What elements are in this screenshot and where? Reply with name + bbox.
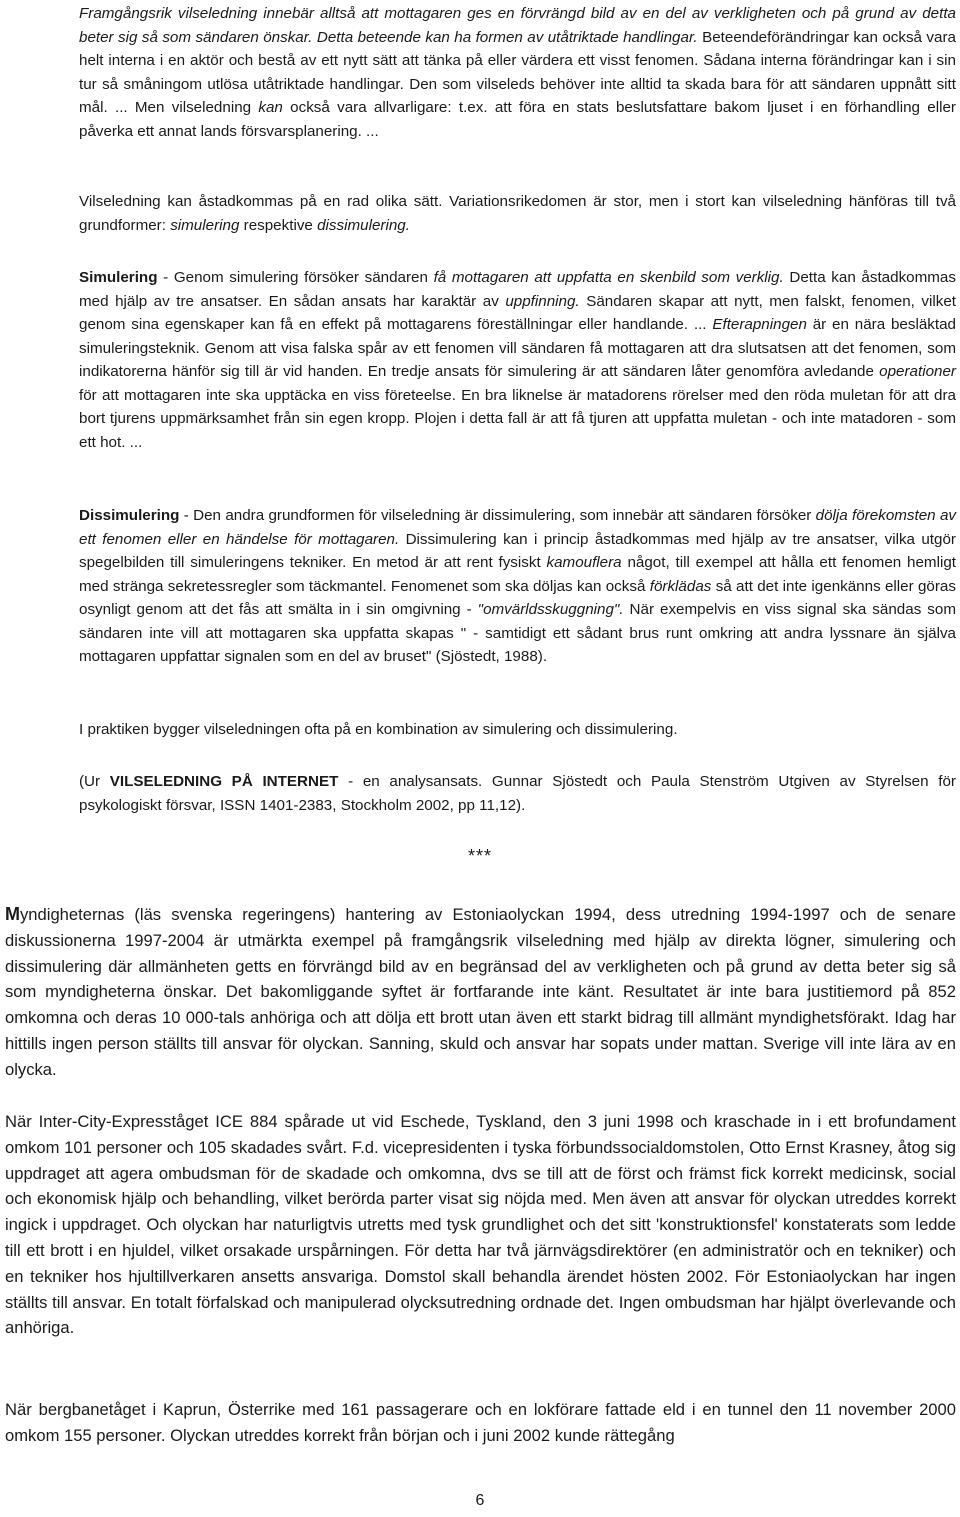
text-run: Sådana interna förändringar kan i sin tur så småningom utlösa utåtriktade handlingar. Den som vilseleds behöver inte alltid ta skada bara för att sändaren uppnått sitt mål. ... Men vilseledning xyxy=(79,52,956,116)
simulering-section xyxy=(79,266,956,454)
source-citation xyxy=(79,770,956,817)
quote-paragraph-2 xyxy=(79,190,956,237)
text-run: - Den andra grundformen för vilseledning är dissimulering, som innebär att sändaren försöker xyxy=(183,507,812,524)
text-run: - Genom simulering försöker sändaren xyxy=(163,269,428,286)
emphasis-text: operationer xyxy=(879,363,956,380)
text-run: Beteendeförändringar kan också vara helt interna i en aktör och bestå av ett nytt sätt att tänka på eller värdera ett visst fenomen. xyxy=(79,28,956,69)
text-run: Variationsrikedomen är stor, men i stort kan vilseledning hänföras till två grundformer: xyxy=(79,193,956,234)
term-dissimulering: dissimulering. xyxy=(317,216,410,234)
dissimulering-heading: Dissimulering xyxy=(79,507,180,524)
text-run: så att det inte igenkänns eller göras osynligt genom att det fås att smälta in i sin omgivning - xyxy=(79,577,956,618)
text-run: något, till exempel att hålla ett fenomen hemligt med stränga sekretessregler som täckmantel. Fenomenet som ska döljas kan också xyxy=(79,554,956,595)
emphasis-text: dölja förekomsten av ett fenomen eller en händelse för mottagaren. xyxy=(79,507,956,548)
simulering-heading: Simulering xyxy=(79,269,158,286)
source-title: VILSELEDNING PÅ INTERNET xyxy=(109,773,339,790)
emphasis-text: förklädas xyxy=(649,577,712,595)
text-run: respektive xyxy=(243,216,313,234)
body-paragraph-1 xyxy=(5,902,956,1083)
text-run: är en nära besläktad simuleringsteknik. Genom att visa falska spår av ett fenomen vill sändaren få mottagaren att dra slutsatsen att det fenomen, som indikatorerna hänför sig till är vid handen. En tredje ansats för simulering är att sändaren låter genomföra avledande xyxy=(79,316,956,380)
text-run: Vilseledning kan åstadkommas på en rad olika sätt. xyxy=(79,193,443,210)
text-run: Dissimulering kan i princip åstadkommas med hjälp av tre ansatser, vilka utgör spegelbilden till simuleringens tekniker. En metod är att rent fysiskt xyxy=(79,530,956,571)
text-run: När bergbanetåget i Kaprun, Österrike med 161 passagerare och en lokförare fattade eld i en tunnel den 11 november 2000 omkom 155 personer. Olyckan utreddes korrekt från början och i juni 2002 kunde rättegång xyxy=(5,1400,956,1445)
section-separator: *** xyxy=(467,846,492,866)
emphasis-text: kamouflera xyxy=(546,554,622,571)
text-run: (Ur xyxy=(79,773,101,790)
body-paragraph-2 xyxy=(5,1109,956,1341)
intro-sentence: Framgångsrik vilseledning innebär alltså att mottagaren ges en förvrängd bild av en del av verkligheten och på grund av detta beter sig så som sändaren önskar. Detta beteende kan ha formen av utåtriktade handlingar. xyxy=(79,5,956,46)
text-run: När exempelvis en viss signal ska sändas som sändaren inte vill att mottagaren ska uppfatta skapas " - samtidigt ett sådant brus runt omkring att andra lyssnare än själva mottagaren uppfattar signalen som en del av bruset" (Sjöstedt, 1988). xyxy=(79,601,956,665)
emphasis-text: "omvärldsskuggning". xyxy=(477,601,624,618)
emphasis-text: uppfinning. xyxy=(505,292,580,310)
dissimulering-section xyxy=(79,504,956,669)
text-run: yndigheternas (läs svenska regeringens) hantering av Estoniaolyckan 1994, dess utredning 1994-1997 och de senare diskussionerna 1997-2004 är utmärkta exempel på framgångsrik vilseledning med hjälp av direkta lögner, simulering och dissimulering där allmänheten getts en förvrängd bild av en begränsad del av verkligheten och på grund av detta beter sig så som myndigheterna önskar. Det bakomliggande syftet är fortfarande inte känt. Resultatet är inte bara justitiemord på 852 omkomna och deras 10 000-tals anhöriga och att dölja ett brott utan även ett starkt bidrag till allmänt myndighetsförakt. Idag har hittills ingen person ställts till ansvar för olyckan. Sanning, skuld och ansvar har sopats under mattan. Sverige vill inte lära av en olycka. xyxy=(5,905,956,1079)
term-simulering: simulering xyxy=(170,216,240,234)
text-run: för att mottagaren inte ska upptäcka en viss företeelse. En bra liknelse är matadorens rörelser med den röda muletan för att dra bort tjurens uppmärksamhet från sin egen kropp. Plojen i detta fall är att få tjuren att uppfatta muletan - och inte matadoren - som ett hot. ... xyxy=(79,386,956,451)
text-run: Sändaren skapar att nytt, men falskt, fenomen, vilket genom sina egenskaper kan få en effekt på mottagarens föreställningar eller handlande. ... xyxy=(79,292,956,333)
summary-paragraph xyxy=(79,718,956,742)
summary-text: I praktiken bygger vilseledningen ofta på en kombination av simulering och dissimulering. xyxy=(79,721,678,738)
text-run: - en analysansats. Gunnar Sjöstedt och Paula Stenström Utgiven av Styrelsen för psykologiskt försvar, ISSN 1401-2383, Stockholm 2002, pp 11,12). xyxy=(79,773,956,814)
quote-paragraph-1 xyxy=(79,2,956,143)
body-paragraph-3 xyxy=(5,1397,956,1449)
page-number: 6 xyxy=(475,1492,485,1509)
initial-letter: M xyxy=(5,904,20,924)
text-run: När Inter-City-Expresståget ICE 884 spårade ut vid Eschede, Tyskland, den 3 juni 1998 och kraschade in i ett brofundament omkom 101 personer och 105 skadades svårt. F.d. vicepresidenten i tyska förbundssocialdomstolen, Otto Ernst Krasney, åtog sig uppdraget att agera ombudsman för de skadade och omkomna, dvs se till att de först och främst fick korrekt medicinsk, social och ekonomisk hjälp och behandling, vilket berörda parter visat sig nöjda med. Men även att ansvar för olyckan utreddes korrekt ingick i uppdraget. Och olyckan har naturligtvis utretts med tysk grundlighet och det sitt 'konstruktionsfel' konstaterats som ledde till ett brott i en hjuldel, vilket orsakade urspårningen. För detta har två järnvägsdirektörer (en administratör och en tekniker) och en tekniker hos hjultillverkaren ansetts ansvariga. Domstol skall behandla ärendet hösten 2002. För Estoniaolyckan har ingen ställts till ansvar. En totalt förfalskad och manipulerad olycksutredning ordnade det. Ingen ombudsman har hjälpt överlevande och anhöriga. xyxy=(5,1112,956,1338)
emphasis-text: få mottagaren att uppfatta en skenbild som verklig. xyxy=(433,269,784,286)
text-run: Detta kan åstadkommas med hjälp av tre ansatser. En sådan ansats har karaktär av xyxy=(79,269,956,310)
emphasis-text: Efterapningen xyxy=(712,316,807,333)
text-run: också vara allvarligare: t.ex. att föra en stats beslutsfattare bakom ljuset i en förhandling eller påverka ett annat lands försvarsplanering. ... xyxy=(79,99,956,140)
emphasis-text: kan xyxy=(258,99,283,116)
